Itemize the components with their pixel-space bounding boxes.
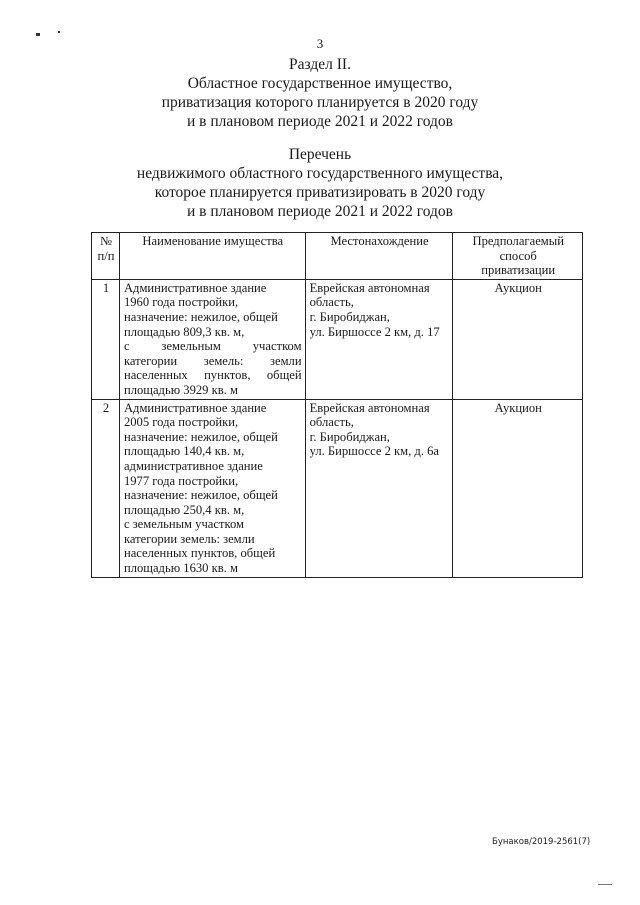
list-heading-line: Перечень bbox=[288, 146, 352, 163]
header-number bbox=[92, 233, 120, 280]
description-line: Административное здание bbox=[123, 400, 267, 415]
section-heading bbox=[0, 55, 640, 131]
list-heading-line: недвижимого областного государственного имущества, bbox=[136, 165, 504, 182]
header-location bbox=[305, 233, 453, 280]
header-method-line: Предполагаемый bbox=[472, 234, 564, 248]
description-line: 2005 года постройки, bbox=[123, 415, 239, 430]
description-word: пунктов, bbox=[204, 368, 251, 383]
section-heading-line: и в плановом периоде 2021 и 2022 годов bbox=[187, 113, 453, 130]
description-word: земли bbox=[270, 353, 302, 368]
description-line: категории земель: земли bbox=[123, 531, 255, 546]
property-table bbox=[91, 232, 583, 578]
list-heading-line: которое планируется приватизировать в 2020 году bbox=[154, 184, 486, 201]
location-line: область, bbox=[309, 415, 354, 430]
property-location bbox=[305, 399, 453, 577]
description-line: 1960 года постройки, bbox=[123, 295, 239, 310]
location-line: область, bbox=[309, 295, 354, 310]
description-line: площадью 3929 кв. м bbox=[123, 382, 238, 397]
location-line: ул. Биршоссе 2 км, д. 17 bbox=[309, 324, 440, 339]
list-heading bbox=[0, 145, 640, 221]
table-row bbox=[92, 399, 583, 577]
privatization-method: Аукцион bbox=[453, 279, 583, 399]
header-number-line: п/п bbox=[97, 248, 115, 263]
header-privatization-method bbox=[453, 233, 583, 280]
description-line bbox=[124, 368, 302, 383]
description-word: населенных bbox=[123, 368, 188, 383]
location-line: Еврейская автономная bbox=[309, 400, 430, 415]
section-heading-line: приватизация которого планируется в 2020 году bbox=[161, 94, 479, 111]
description-line: административное здание bbox=[123, 458, 263, 473]
property-description bbox=[119, 399, 305, 577]
privatization-method: Аукцион bbox=[453, 399, 583, 577]
table-row bbox=[92, 279, 583, 399]
list-heading-line: и в плановом периоде 2021 и 2022 годов bbox=[187, 203, 453, 220]
property-description bbox=[119, 279, 305, 399]
table-header-row bbox=[92, 233, 583, 280]
description-line: назначение: нежилое, общей bbox=[123, 429, 278, 444]
location-line: ул. Биршоссе 2 км, д. 6а bbox=[309, 444, 439, 459]
description-line: 1977 года постройки, bbox=[123, 473, 239, 488]
description-line bbox=[124, 339, 302, 354]
location-line: г. Биробиджан, bbox=[309, 429, 390, 444]
description-word: участком bbox=[252, 339, 302, 354]
property-location bbox=[305, 279, 453, 399]
location-line: г. Биробиджан, bbox=[309, 309, 390, 324]
description-line: населенных пунктов, общей bbox=[123, 546, 276, 561]
row-number: 1 bbox=[92, 279, 120, 399]
description-word: земель: bbox=[203, 353, 244, 368]
header-property-name bbox=[119, 233, 305, 280]
description-word: земельным bbox=[161, 339, 221, 354]
description-line: с земельным участком bbox=[123, 517, 244, 532]
page-number: 3 bbox=[316, 36, 324, 51]
header-method-line: способ bbox=[499, 248, 537, 263]
section-heading-line: Областное государственное имущество, bbox=[187, 75, 453, 92]
row-number: 2 bbox=[92, 399, 120, 577]
header-property-name-line: Наименование имущества bbox=[142, 234, 284, 248]
section-heading-line: Раздел II. bbox=[289, 56, 351, 73]
description-line: площадью 1630 кв. м bbox=[123, 561, 238, 576]
document-code: Бунаков/2019-2561(7) bbox=[492, 837, 591, 847]
description-line: назначение: нежилое, общей bbox=[123, 488, 278, 503]
description-word: общей bbox=[266, 368, 302, 383]
description-word: категории bbox=[123, 353, 178, 368]
description-line: площадью 140,4 кв. м, bbox=[123, 444, 245, 459]
description-line: площадью 250,4 кв. м, bbox=[123, 502, 245, 517]
header-number-line: № bbox=[99, 234, 112, 248]
description-line: назначение: нежилое, общей bbox=[123, 309, 278, 324]
header-location-line: Местонахождение bbox=[330, 234, 429, 248]
description-line: Административное здание bbox=[123, 280, 267, 295]
header-method-line: приватизации bbox=[481, 263, 556, 278]
location-line: Еврейская автономная bbox=[309, 280, 430, 295]
description-line: площадью 809,3 кв. м, bbox=[123, 324, 245, 339]
description-line bbox=[124, 354, 302, 369]
description-word: с bbox=[123, 339, 130, 354]
